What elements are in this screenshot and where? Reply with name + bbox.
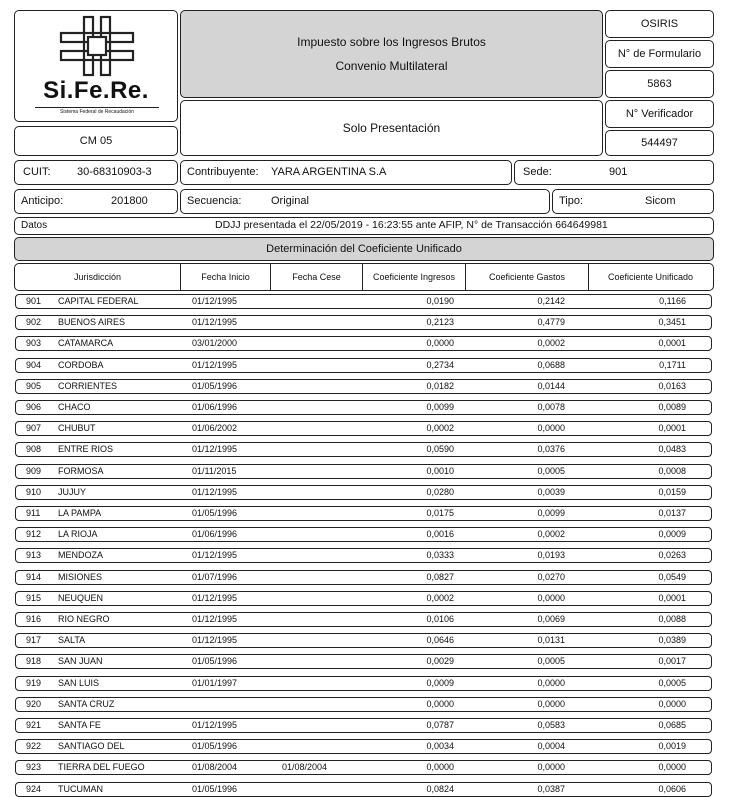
table-row	[15, 548, 712, 563]
coef-gastos: 0,0193	[537, 550, 565, 560]
jurisdiction-name: LA PAMPA	[58, 508, 102, 518]
coef-unificado: 0,0137	[658, 508, 686, 518]
coef-ingresos: 0,0827	[426, 572, 454, 582]
fecha-inicio: 01/06/1996	[192, 402, 238, 412]
jurisdiction-code: 913	[26, 550, 42, 560]
table-row	[15, 379, 712, 394]
coef-unificado: 0,0389	[658, 635, 686, 645]
jurisdiction-name: SAN JUAN	[58, 656, 103, 666]
coef-unificado: 0,0001	[658, 593, 686, 603]
secuencia-box	[180, 189, 550, 214]
jurisdiction-name: CAPITAL FEDERAL	[58, 296, 139, 306]
coef-gastos: 0,0039	[537, 487, 565, 497]
jurisdiction-name: RIO NEGRO	[58, 614, 110, 624]
coef-unificado: 0,0685	[658, 720, 686, 730]
col-jurisdiccion: Jurisdicción	[73, 272, 122, 282]
coef-ingresos: 0,0787	[426, 720, 454, 730]
verificador-label-box	[605, 100, 714, 128]
coef-unificado: 0,0483	[658, 444, 686, 454]
jurisdiction-name: NEUQUEN	[58, 593, 104, 603]
table-row	[15, 400, 712, 415]
coef-ingresos: 0,0002	[426, 593, 454, 603]
table-row	[15, 442, 712, 457]
col-coef-ingresos: Coeficiente Ingresos	[362, 264, 465, 290]
coef-gastos: 0,2142	[537, 296, 565, 306]
datos-label: Datos	[21, 220, 48, 231]
form-code: CM 05	[79, 135, 113, 147]
fecha-inicio: 01/05/1996	[192, 741, 238, 751]
fecha-inicio: 01/06/2002	[192, 423, 238, 433]
fecha-inicio: 01/05/1996	[192, 784, 238, 794]
coef-ingresos: 0,0002	[426, 423, 454, 433]
col-coef-gastos: Coeficiente Gastos	[465, 264, 588, 290]
coef-unificado: 0,0089	[658, 402, 686, 412]
jurisdiction-code: 905	[26, 381, 42, 391]
coef-unificado: 0,0263	[658, 550, 686, 560]
coef-unificado: 0,0017	[658, 656, 686, 666]
jurisdiction-name: CATAMARCA	[58, 338, 114, 348]
coef-gastos: 0,0387	[537, 784, 565, 794]
col-fecha-inicio: Fecha Inicio	[180, 264, 270, 290]
fecha-inicio: 01/06/1996	[192, 529, 238, 539]
coef-ingresos: 0,0099	[426, 402, 454, 412]
table-row	[15, 612, 712, 627]
anticipo-box	[14, 189, 178, 214]
jurisdiction-name: TUCUMAN	[58, 784, 103, 794]
contribuyente-value: YARA ARGENTINA S.A	[271, 166, 387, 178]
coef-ingresos: 0,2123	[426, 317, 454, 327]
coef-gastos: 0,0002	[537, 529, 565, 539]
verificador-label: N° Verificador	[625, 108, 694, 120]
title-line-1: Impuesto sobre los Ingresos Brutos	[297, 35, 486, 49]
coef-unificado: 0,1711	[659, 360, 686, 370]
jurisdiction-name: ENTRE RIOS	[58, 444, 114, 454]
coef-gastos: 0,0000	[537, 678, 565, 688]
formulario-value-box	[605, 70, 714, 98]
fecha-inicio: 01/12/1995	[192, 360, 238, 370]
fecha-inicio: 01/08/2004	[192, 762, 238, 772]
datos-value: DDJJ presentada el 22/05/2019 - 16:23:55 ante AFIP, N° de Transacción 664649981	[215, 219, 608, 231]
jurisdiction-name: SANTA FE	[58, 720, 101, 730]
jurisdiction-code: 919	[26, 678, 42, 688]
coef-gastos: 0,0000	[537, 423, 565, 433]
coef-gastos: 0,0131	[537, 635, 565, 645]
section-header	[14, 237, 714, 261]
jurisdiction-code: 921	[26, 720, 42, 730]
coef-ingresos: 0,2734	[426, 360, 454, 370]
table-row	[15, 464, 712, 479]
fecha-inicio: 01/12/1995	[192, 593, 238, 603]
coef-gastos: 0,0005	[537, 656, 565, 666]
table-row	[15, 718, 712, 733]
coef-unificado: 0,0009	[658, 529, 686, 539]
coef-gastos: 0,0004	[537, 741, 565, 751]
coef-ingresos: 0,0000	[426, 699, 454, 709]
coef-ingresos: 0,0016	[426, 529, 454, 539]
sede-value: 901	[609, 166, 628, 178]
table-header	[14, 263, 714, 291]
jurisdiction-code: 914	[26, 572, 42, 582]
table-row	[15, 570, 712, 585]
fecha-inicio: 01/12/1995	[192, 487, 238, 497]
coef-gastos: 0,0376	[537, 444, 565, 454]
jurisdiction-name: CHUBUT	[58, 423, 96, 433]
datos-box	[14, 217, 714, 235]
coef-unificado: 0,0088	[658, 614, 686, 624]
coef-ingresos: 0,0590	[426, 444, 454, 454]
table-row	[15, 591, 712, 606]
coef-ingresos: 0,0182	[426, 381, 454, 391]
cuit-value: 30-68310903-3	[77, 166, 152, 178]
table-row	[15, 676, 712, 691]
coef-ingresos: 0,0000	[426, 762, 454, 772]
jurisdiction-code: 915	[26, 593, 42, 603]
sede-label: Sede:	[523, 166, 552, 178]
coef-gastos: 0,0069	[537, 614, 565, 624]
logo-tagline: Sistema Federal de Recaudación	[35, 107, 159, 115]
jurisdiction-code: 924	[26, 784, 42, 794]
jurisdiction-code: 903	[26, 338, 42, 348]
coef-ingresos: 0,0034	[426, 741, 454, 751]
verificador-value: 544497	[641, 137, 678, 149]
table-row	[15, 527, 712, 542]
jurisdiction-code: 911	[26, 508, 41, 518]
fecha-inicio: 03/01/2000	[192, 338, 238, 348]
jurisdiction-code: 910	[26, 487, 42, 497]
table-row	[15, 633, 712, 648]
coef-gastos: 0,0000	[537, 699, 565, 709]
coef-ingresos: 0,0280	[426, 487, 454, 497]
table-row	[15, 421, 712, 436]
coef-unificado: 0,0000	[658, 762, 686, 772]
jurisdiction-name: LA RIOJA	[58, 529, 98, 539]
jurisdiction-name: BUENOS AIRES	[58, 317, 126, 327]
jurisdiction-code: 920	[26, 699, 42, 709]
jurisdiction-name: CHACO	[58, 402, 91, 412]
table-row	[15, 485, 712, 500]
table-row	[15, 739, 712, 754]
fecha-inicio: 01/05/1996	[192, 508, 238, 518]
coef-ingresos: 0,0009	[426, 678, 454, 688]
jurisdiction-name: SANTIAGO DEL	[58, 741, 125, 751]
jurisdiction-code: 906	[26, 402, 42, 412]
coef-gastos: 0,0688	[537, 360, 565, 370]
table-row	[15, 336, 712, 351]
sifere-logo-icon	[57, 15, 137, 77]
coef-unificado: 0,0005	[658, 678, 686, 688]
subtitle-box	[180, 100, 603, 156]
title-line-2: Convenio Multilateral	[335, 59, 448, 73]
coef-gastos: 0,4779	[537, 317, 565, 327]
jurisdiction-code: 902	[26, 317, 42, 327]
table-row	[15, 358, 712, 373]
coef-ingresos: 0,0646	[426, 635, 454, 645]
jurisdiction-code: 908	[26, 444, 42, 454]
coef-unificado: 0,0000	[658, 699, 686, 709]
table-row	[15, 506, 712, 521]
jurisdiction-code: 917	[26, 635, 42, 645]
fecha-inicio: 01/11/2015	[192, 466, 237, 476]
coef-gastos: 0,0000	[537, 593, 565, 603]
coef-unificado: 0,0159	[658, 487, 686, 497]
coef-ingresos: 0,0106	[426, 614, 454, 624]
table-row	[15, 294, 712, 309]
coef-ingresos: 0,0333	[426, 550, 454, 560]
verificador-value-box	[605, 130, 714, 156]
coef-gastos: 0,0583	[537, 720, 565, 730]
coef-ingresos: 0,0010	[426, 466, 454, 476]
jurisdiction-name: SAN LUIS	[58, 678, 100, 688]
fecha-inicio: 01/12/1995	[192, 444, 238, 454]
fecha-inicio: 01/12/1995	[192, 614, 238, 624]
jurisdiction-name: MENDOZA	[58, 550, 103, 560]
jurisdiction-code: 918	[26, 656, 42, 666]
fecha-inicio: 01/12/1995	[192, 296, 238, 306]
coef-gastos: 0,0078	[537, 402, 565, 412]
jurisdiction-name: SANTA CRUZ	[58, 699, 115, 709]
coef-gastos: 0,0144	[537, 381, 565, 391]
logo-wordmark: Si.Fe.Re.	[43, 77, 149, 104]
table-row	[15, 760, 712, 775]
jurisdiction-code: 909	[26, 466, 42, 476]
coef-ingresos: 0,0029	[426, 656, 454, 666]
coef-gastos: 0,0099	[537, 508, 565, 518]
fecha-inicio: 01/12/1995	[192, 550, 238, 560]
table-row	[15, 654, 712, 669]
logo-box	[14, 10, 178, 122]
fecha-inicio: 01/12/1995	[192, 317, 238, 327]
sede-box	[514, 160, 714, 185]
section-title: Determinación del Coeficiente Unificado	[266, 243, 462, 255]
table-row	[15, 782, 712, 797]
coef-ingresos: 0,0175	[426, 508, 454, 518]
jurisdiction-name: SALTA	[58, 635, 86, 645]
coef-ingresos: 0,0824	[426, 784, 454, 794]
table-row	[15, 315, 712, 330]
col-fecha-cese: Fecha Cese	[270, 264, 362, 290]
jurisdiction-code: 916	[26, 614, 42, 624]
fecha-cese: 01/08/2004	[282, 762, 328, 772]
coef-gastos: 0,0270	[537, 572, 565, 582]
coef-unificado: 0,0001	[658, 423, 686, 433]
coef-gastos: 0,0002	[537, 338, 565, 348]
coef-gastos: 0,0000	[537, 762, 565, 772]
fecha-inicio: 01/12/1995	[192, 720, 238, 730]
cuit-label: CUIT:	[23, 166, 51, 178]
coef-unificado: 0,0001	[658, 338, 686, 348]
fecha-inicio: 01/07/1996	[192, 572, 238, 582]
fecha-inicio: 01/12/1995	[192, 635, 238, 645]
coef-unificado: 0,3451	[658, 317, 686, 327]
title-box	[180, 10, 603, 98]
col-coef-unificado: Coeficiente Unificado	[588, 264, 712, 290]
anticipo-label: Anticipo:	[21, 195, 64, 207]
coef-gastos: 0,0005	[537, 466, 565, 476]
jurisdiction-code: 904	[26, 360, 42, 370]
coef-unificado: 0,0163	[658, 381, 686, 391]
formulario-label-box	[605, 40, 714, 68]
coef-ingresos: 0,0000	[426, 338, 454, 348]
formulario-label: N° de Formulario	[617, 48, 702, 60]
tipo-box	[552, 189, 714, 214]
fecha-inicio: 01/05/1996	[192, 656, 238, 666]
contribuyente-box	[180, 160, 512, 185]
coef-ingresos: 0,0190	[426, 296, 454, 306]
subtitle: Solo Presentación	[342, 121, 441, 135]
contribuyente-label: Contribuyente:	[187, 166, 259, 178]
jurisdiction-name: CORRIENTES	[58, 381, 118, 391]
osiris-box	[605, 10, 714, 38]
jurisdiction-name: JUJUY	[58, 487, 87, 497]
fecha-inicio: 01/05/1996	[192, 381, 238, 391]
coef-unificado: 0,1166	[659, 296, 686, 306]
coef-unificado: 0,0606	[658, 784, 686, 794]
anticipo-value: 201800	[111, 195, 148, 207]
fecha-inicio: 01/01/1997	[192, 678, 238, 688]
jurisdiction-code: 901	[26, 296, 42, 306]
jurisdiction-code: 907	[26, 423, 42, 433]
jurisdiction-code: 922	[26, 741, 42, 751]
jurisdiction-name: TIERRA DEL FUEGO	[58, 762, 145, 772]
coef-unificado: 0,0019	[658, 741, 686, 751]
secuencia-label: Secuencia:	[187, 195, 242, 207]
formulario-value: 5863	[647, 78, 672, 90]
tipo-label: Tipo:	[559, 195, 584, 207]
coef-unificado: 0,0008	[658, 466, 686, 476]
coef-unificado: 0,0549	[658, 572, 686, 582]
tipo-value: Sicom	[645, 195, 676, 207]
secuencia-value: Original	[271, 195, 309, 207]
table-row	[15, 697, 712, 712]
cuit-box	[14, 160, 178, 185]
jurisdiction-name: MISIONES	[58, 572, 103, 582]
jurisdiction-name: CORDOBA	[58, 360, 104, 370]
jurisdiction-code: 923	[26, 762, 42, 772]
form-code-box	[14, 126, 178, 156]
jurisdiction-name: FORMOSA	[58, 466, 104, 476]
jurisdiction-code: 912	[26, 529, 42, 539]
osiris-label: OSIRIS	[640, 18, 679, 30]
